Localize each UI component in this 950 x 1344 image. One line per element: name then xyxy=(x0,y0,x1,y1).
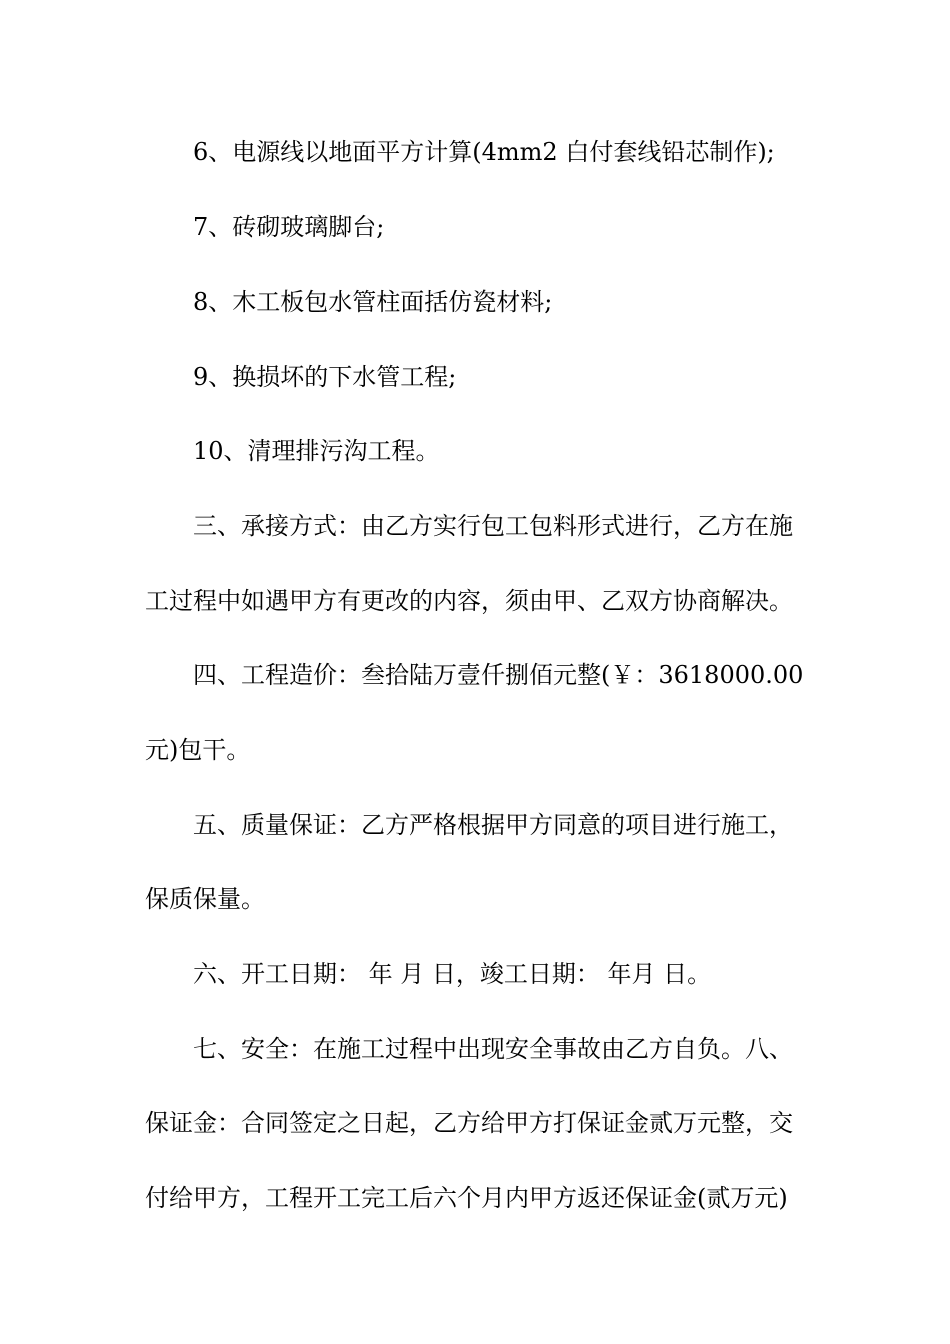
text-line: 9、换损坏的下水管工程; xyxy=(193,363,457,391)
text-line: 工过程中如遇甲方有更改的内容，须由甲、乙双方协商解决。 xyxy=(145,587,793,615)
text-line: 10、清理排污沟工程。 xyxy=(193,437,440,465)
text-line: 6、电源线以地面平方计算(4mm2 白付套线铅芯制作); xyxy=(193,138,775,166)
text-line: 六、开工日期： 年 月 日，竣工日期： 年月 日。 xyxy=(193,960,712,988)
text-line: 8、木工板包水管柱面括仿瓷材料; xyxy=(193,288,553,316)
text-line: 7、砖砌玻璃脚台; xyxy=(193,213,385,241)
text-line: 五、质量保证：乙方严格根据甲方同意的项目进行施工， xyxy=(193,811,793,839)
text-line: 元)包干。 xyxy=(145,736,251,764)
text-line: 三、承接方式：由乙方实行包工包料形式进行，乙方在施 xyxy=(193,512,793,540)
text-line: 保质保量。 xyxy=(145,885,265,913)
text-line: 付给甲方，工程开工完工后六个月内甲方返还保证金(贰万元) xyxy=(145,1184,788,1212)
text-line: 四、工程造价：叁拾陆万壹仟捌佰元整(￥：3618000.00 xyxy=(193,661,804,689)
text-line: 七、安全：在施工过程中出现安全事故由乙方自负。八、 xyxy=(193,1035,793,1063)
text-line: 保证金：合同签定之日起，乙方给甲方打保证金贰万元整，交 xyxy=(145,1109,793,1137)
